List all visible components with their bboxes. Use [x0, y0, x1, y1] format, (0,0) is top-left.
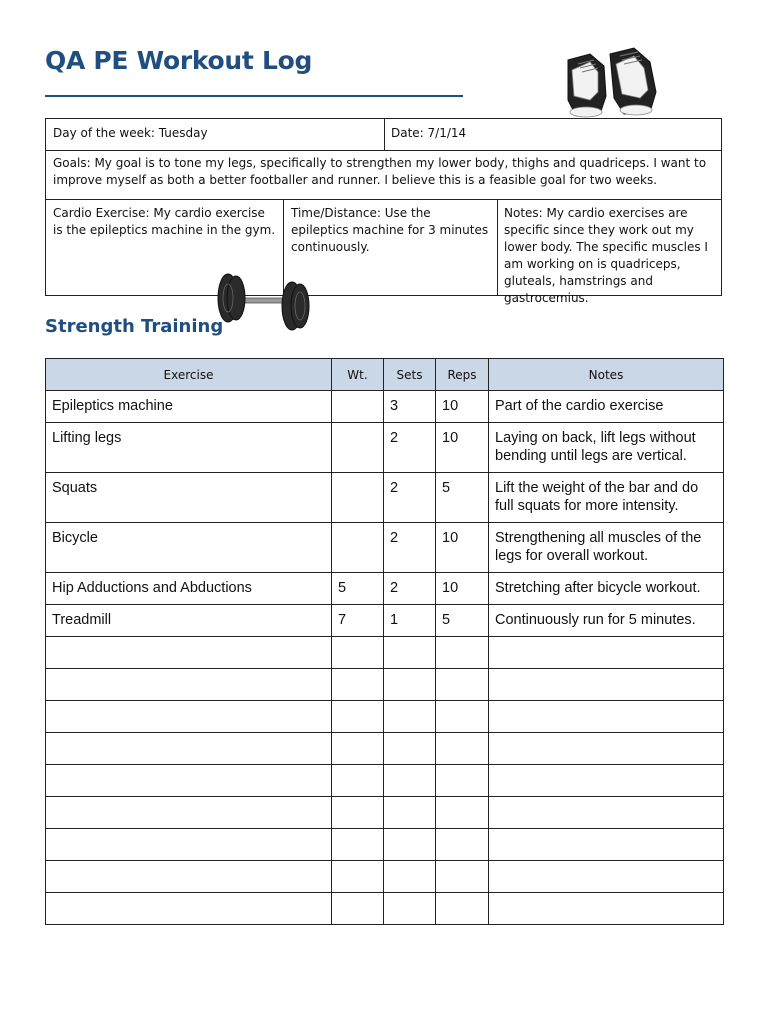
empty-cell [489, 829, 724, 861]
table-row-empty [46, 733, 724, 765]
running-shoes-icon [560, 40, 664, 124]
table-row-empty [46, 637, 724, 669]
cell-exercise: Bicycle [46, 523, 332, 573]
empty-cell [436, 797, 489, 829]
cell-wt [332, 523, 384, 573]
table-header-row [46, 359, 724, 391]
cardio-label: Cardio Exercise: [53, 206, 150, 220]
goals-text [53, 155, 715, 189]
empty-cell [436, 893, 489, 925]
cell-reps: 5 [436, 473, 489, 523]
cell-wt [332, 473, 384, 523]
goals-label: Goals: [53, 156, 91, 170]
cell-wt: 7 [332, 605, 384, 637]
empty-cell [489, 861, 724, 893]
empty-cell [436, 701, 489, 733]
cell-sets: 1 [384, 605, 436, 637]
cell-exercise: Hip Adductions and Abductions [46, 573, 332, 605]
empty-cell [489, 669, 724, 701]
empty-cell [436, 861, 489, 893]
cardio-notes [504, 205, 716, 307]
table-row-empty [46, 829, 724, 861]
empty-cell [332, 893, 384, 925]
info-row-day-date [46, 119, 721, 151]
empty-cell [489, 765, 724, 797]
table-row-empty [46, 893, 724, 925]
cell-notes: Lift the weight of the bar and do full squats for more intensity. [489, 473, 724, 523]
cell-reps: 10 [436, 523, 489, 573]
empty-cell [46, 637, 332, 669]
empty-cell [489, 637, 724, 669]
cell-sets: 3 [384, 391, 436, 423]
empty-cell [384, 893, 436, 925]
empty-cell [46, 861, 332, 893]
strength-training-title: Strength Training [45, 316, 224, 337]
empty-cell [332, 797, 384, 829]
time-body: Use the epileptics machine for 3 minutes continuously. [291, 206, 489, 254]
dumbbell-icon [216, 268, 314, 336]
empty-cell [332, 733, 384, 765]
time-label: Time/Distance: [291, 206, 381, 220]
cell-sets: 2 [384, 473, 436, 523]
empty-cell [384, 829, 436, 861]
cell-sets: 2 [384, 573, 436, 605]
col-sets: Sets [384, 359, 436, 391]
col-wt: Wt. [332, 359, 384, 391]
cell-wt: 5 [332, 573, 384, 605]
empty-cell [332, 861, 384, 893]
empty-cell [436, 829, 489, 861]
empty-cell [46, 829, 332, 861]
empty-cell [384, 861, 436, 893]
notes-label: Notes: [504, 206, 543, 220]
table-row [46, 523, 724, 573]
table-row [46, 573, 724, 605]
date: Date: 7/1/14 [391, 126, 467, 140]
info-row-goals [46, 150, 721, 200]
empty-cell [489, 733, 724, 765]
empty-cell [332, 829, 384, 861]
workout-info-box [45, 118, 722, 305]
cell-reps: 10 [436, 573, 489, 605]
cell-exercise: Treadmill [46, 605, 332, 637]
day-of-week: Day of the week: Tuesday [53, 126, 208, 140]
cell-exercise: Lifting legs [46, 423, 332, 473]
title-underline [45, 95, 463, 97]
time-distance [291, 205, 491, 256]
cell-notes: Stretching after bicycle workout. [489, 573, 724, 605]
empty-cell [332, 637, 384, 669]
empty-cell [46, 893, 332, 925]
table-row [46, 423, 724, 473]
empty-cell [46, 765, 332, 797]
empty-cell [46, 701, 332, 733]
empty-cell [332, 765, 384, 797]
empty-cell [436, 733, 489, 765]
col-exercise: Exercise [46, 359, 332, 391]
table-row [46, 391, 724, 423]
divider [497, 199, 498, 295]
empty-cell [46, 797, 332, 829]
cell-reps: 10 [436, 391, 489, 423]
empty-cell [46, 733, 332, 765]
empty-cell [332, 701, 384, 733]
cell-wt [332, 391, 384, 423]
cell-exercise: Squats [46, 473, 332, 523]
empty-cell [384, 765, 436, 797]
table-row-empty [46, 669, 724, 701]
empty-cell [489, 701, 724, 733]
table-row-empty [46, 765, 724, 797]
cell-notes: Laying on back, lift legs without bending until legs are vertical. [489, 423, 724, 473]
cell-wt [332, 423, 384, 473]
empty-cell [489, 797, 724, 829]
cell-sets: 2 [384, 523, 436, 573]
col-notes: Notes [489, 359, 724, 391]
table-row [46, 605, 724, 637]
cell-notes: Strengthening all muscles of the legs for overall workout. [489, 523, 724, 573]
empty-cell [436, 637, 489, 669]
empty-cell [384, 637, 436, 669]
cell-reps: 10 [436, 423, 489, 473]
empty-cell [332, 669, 384, 701]
cell-reps: 5 [436, 605, 489, 637]
table-row-empty [46, 797, 724, 829]
cardio-body: My cardio exercise is the epileptics machine in the gym. [53, 206, 276, 237]
empty-cell [489, 893, 724, 925]
empty-cell [384, 701, 436, 733]
info-row-cardio [46, 199, 721, 305]
table-row-empty [46, 861, 724, 893]
page-title: QA PE Workout Log [45, 46, 313, 75]
cell-sets: 2 [384, 423, 436, 473]
empty-cell [436, 669, 489, 701]
table-row-empty [46, 701, 724, 733]
notes-body: My cardio exercises are specific since they work out my lower body. The specific muscles I am working on is quadriceps, gluteals, hamstrings and gastrocemius. [504, 206, 708, 305]
goals-body: My goal is to tone my legs, specifically to strengthen my lower body, thighs and quadriceps. I want to improve myself as both a better footballer and runner. I believe this is a feasible goal for two weeks. [53, 156, 707, 187]
cardio-exercise [53, 205, 277, 239]
empty-cell [46, 669, 332, 701]
strength-training-table [45, 358, 724, 925]
empty-cell [384, 733, 436, 765]
table-row [46, 473, 724, 523]
cell-notes: Continuously run for 5 minutes. [489, 605, 724, 637]
divider [384, 119, 385, 150]
cell-notes: Part of the cardio exercise [489, 391, 724, 423]
empty-cell [384, 797, 436, 829]
cell-exercise: Epileptics machine [46, 391, 332, 423]
empty-cell [436, 765, 489, 797]
empty-cell [384, 669, 436, 701]
col-reps: Reps [436, 359, 489, 391]
